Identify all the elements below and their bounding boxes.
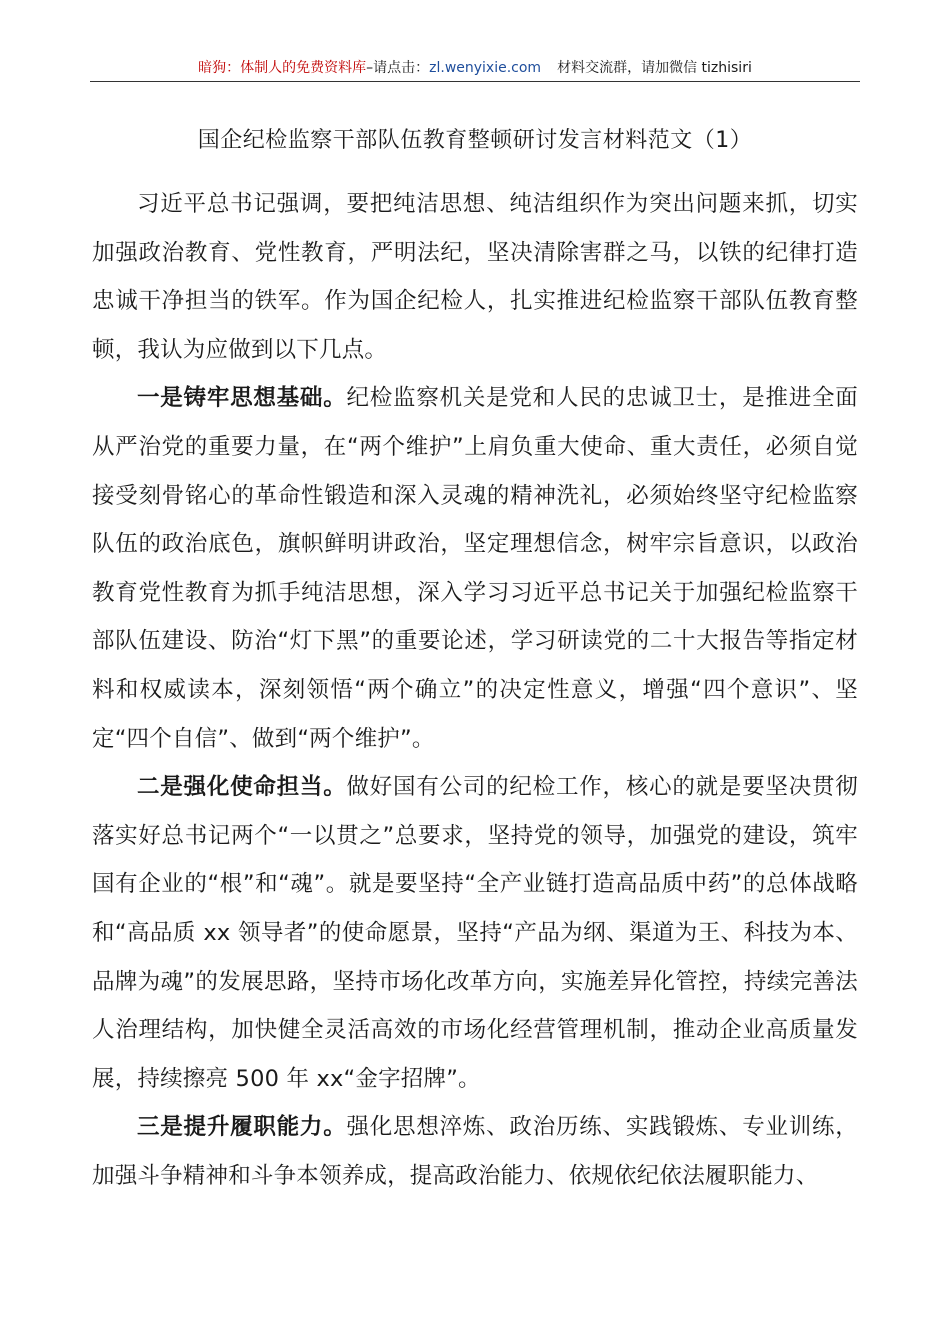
section-paragraph-3 xyxy=(92,1103,858,1200)
page-header xyxy=(90,56,860,80)
header-link[interactable]: zl.wenyixie.com xyxy=(429,60,542,76)
header-wechat-note: 材料交流群，请加微信 tizhisiri xyxy=(557,60,752,76)
header-separator: –请点击： xyxy=(366,60,430,76)
document-body xyxy=(92,180,858,1200)
section-lead-2: 二是强化使命担当。 xyxy=(137,774,347,801)
section-text-3: 强化思想淬炼、政治历练、实践锻炼、专业训练，加强斗争精神和斗争本领养成，提高政治能力、依规依纪依法履职能力、 xyxy=(92,1114,858,1189)
header-brand: 暗狗：体制人的免费资料库 xyxy=(198,60,367,76)
section-text-1: 纪检监察机关是党和人民的忠诚卫士，是推进全面从严治党的重要力量，在“两个维护”上肩负重大使命、重大责任，必须自觉接受刻骨铭心的革命性锻造和深入灵魂的精神洗礼，必须始终坚守纪检监察队伍的政治底色，旗帜鲜明讲政治，坚定理想信念，树牢宗旨意识，以政治教育党性教育为抓手纯洁思想，深入学习习近平总书记关于加强纪检监察干部队伍建设、防治“灯下黑”的重要论述，学习研读党的二十大报告等指定材料和权威读本，深刻领悟“两个确立”的决定性意义，增强“四个意识”、坚定“四个自信”、做到“两个维护”。 xyxy=(92,385,858,752)
section-lead-3: 三是提升履职能力。 xyxy=(137,1114,347,1141)
section-paragraph-2 xyxy=(92,763,858,1103)
section-paragraph-1 xyxy=(92,374,858,763)
document-title: 国企纪检监察干部队伍教育整顿研讨发言材料范文（1） xyxy=(197,128,753,153)
header-divider xyxy=(90,81,860,82)
section-lead-1: 一是铸牢思想基础。 xyxy=(137,385,347,412)
intro-paragraph: 习近平总书记强调，要把纯洁思想、纯洁组织作为突出问题来抓，切实加强政治教育、党性教育，严明法纪，坚决清除害群之马，以铁的纪律打造忠诚干净担当的铁军。作为国企纪检人，扎实推进纪检监察干部队伍教育整顿，我认为应做到以下几点。 xyxy=(92,191,858,363)
section-text-2: 做好国有公司的纪检工作，核心的就是要坚决贯彻落实好总书记两个“一以贯之”总要求，坚持党的领导，加强党的建设，筑牢国有企业的“根”和“魂”。就是要坚持“全产业链打造高品质中药”的总体战略和“高品质 xx 领导者”的使命愿景，坚持“产品为纲、渠道为王、科技为本、品牌为魂”的发展思路，坚持市场化改革方向，实施差异化管控，持续完善法人治理结构，加快健全灵活高效的市场化经营管理机制，推动企业高质量发展，持续擦亮 500 年 xx“金字招牌”。 xyxy=(92,774,858,1092)
